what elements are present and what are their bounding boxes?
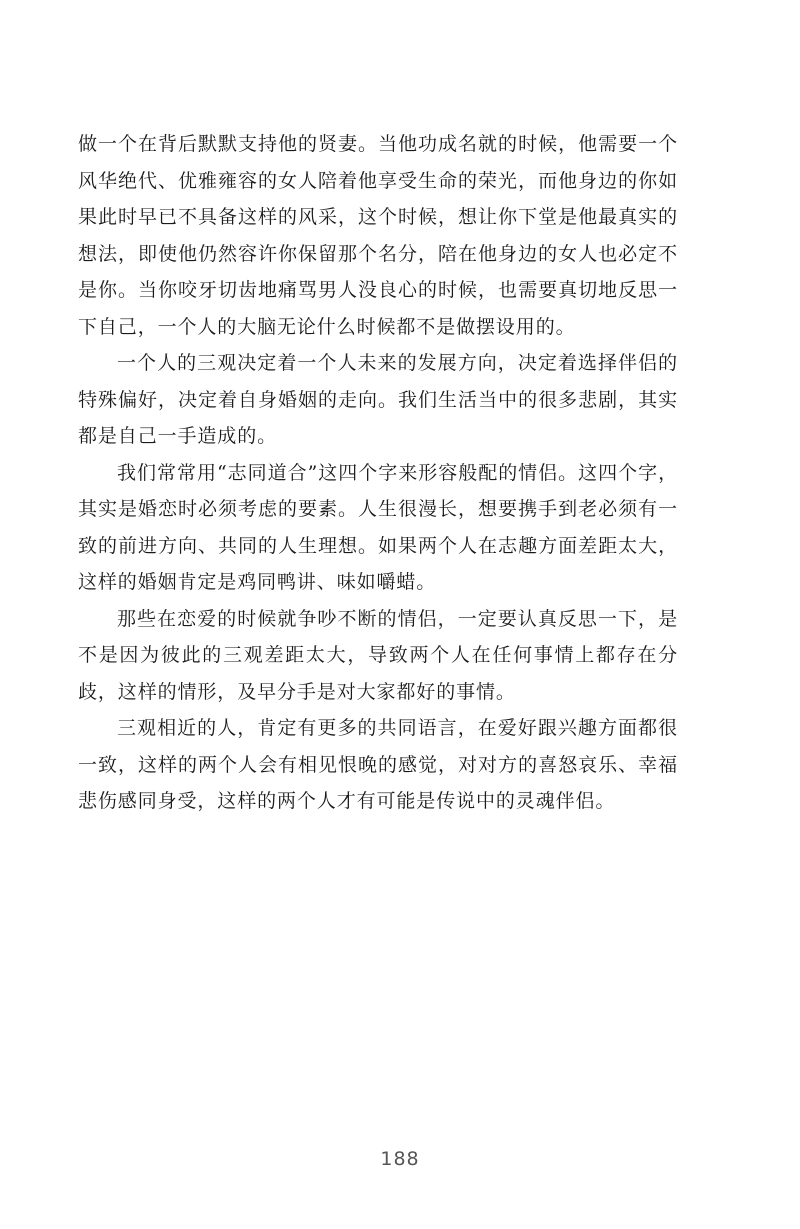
page-number: 188 [380, 1148, 420, 1170]
paragraph-2: 一个人的三观决定着一个人未来的发展方向，决定着选择伴侣的特殊偏好，决定着自身婚姻的走向。我们生活当中的很多悲剧，其实都是自己一手造成的。 [78, 352, 678, 447]
body-text [78, 126, 678, 820]
paragraph-1: 做一个在背后默默支持他的贤妻。当他功成名就的时候，他需要一个风华绝代、优雅雍容的女人陪着他享受生命的荣光，而他身边的你如果此时早已不具备这样的风采，这个时候，想让你下堂是他最真实的想法，即使他仍然容许你保留那个名分，陪在他身边的女人也必定不是你。当你咬牙切齿地痛骂男人没良心的时候，也需要真切地反思一下自己，一个人的大脑无论什么时候都不是做摆设用的。 [78, 133, 678, 338]
paragraph-4: 那些在恋爱的时候就争吵不断的情侣，一定要认真反思一下，是不是因为彼此的三观差距太大，导致两个人在任何事情上都存在分歧，这样的情形，及早分手是对大家都好的事情。 [78, 607, 678, 703]
paragraph-3: 我们常常用“志同道合”这四个字来形容般配的情侣。这四个字，其实是婚恋时必须考虑的要素。人生很漫长，想要携手到老必须有一致的前进方向、共同的人生理想。如果两个人在志趣方面差距太大，这样的婚姻肯定是鸡同鸭讲、味如嚼蜡。 [78, 461, 678, 593]
paragraph-5: 三观相近的人，肯定有更多的共同语言，在爱好跟兴趣方面都很一致，这样的两个人会有相见恨晚的感觉，对对方的喜怒哀乐、幸福悲伤感同身受，这样的两个人才有可能是传说中的灵魂伴侣。 [78, 717, 678, 812]
